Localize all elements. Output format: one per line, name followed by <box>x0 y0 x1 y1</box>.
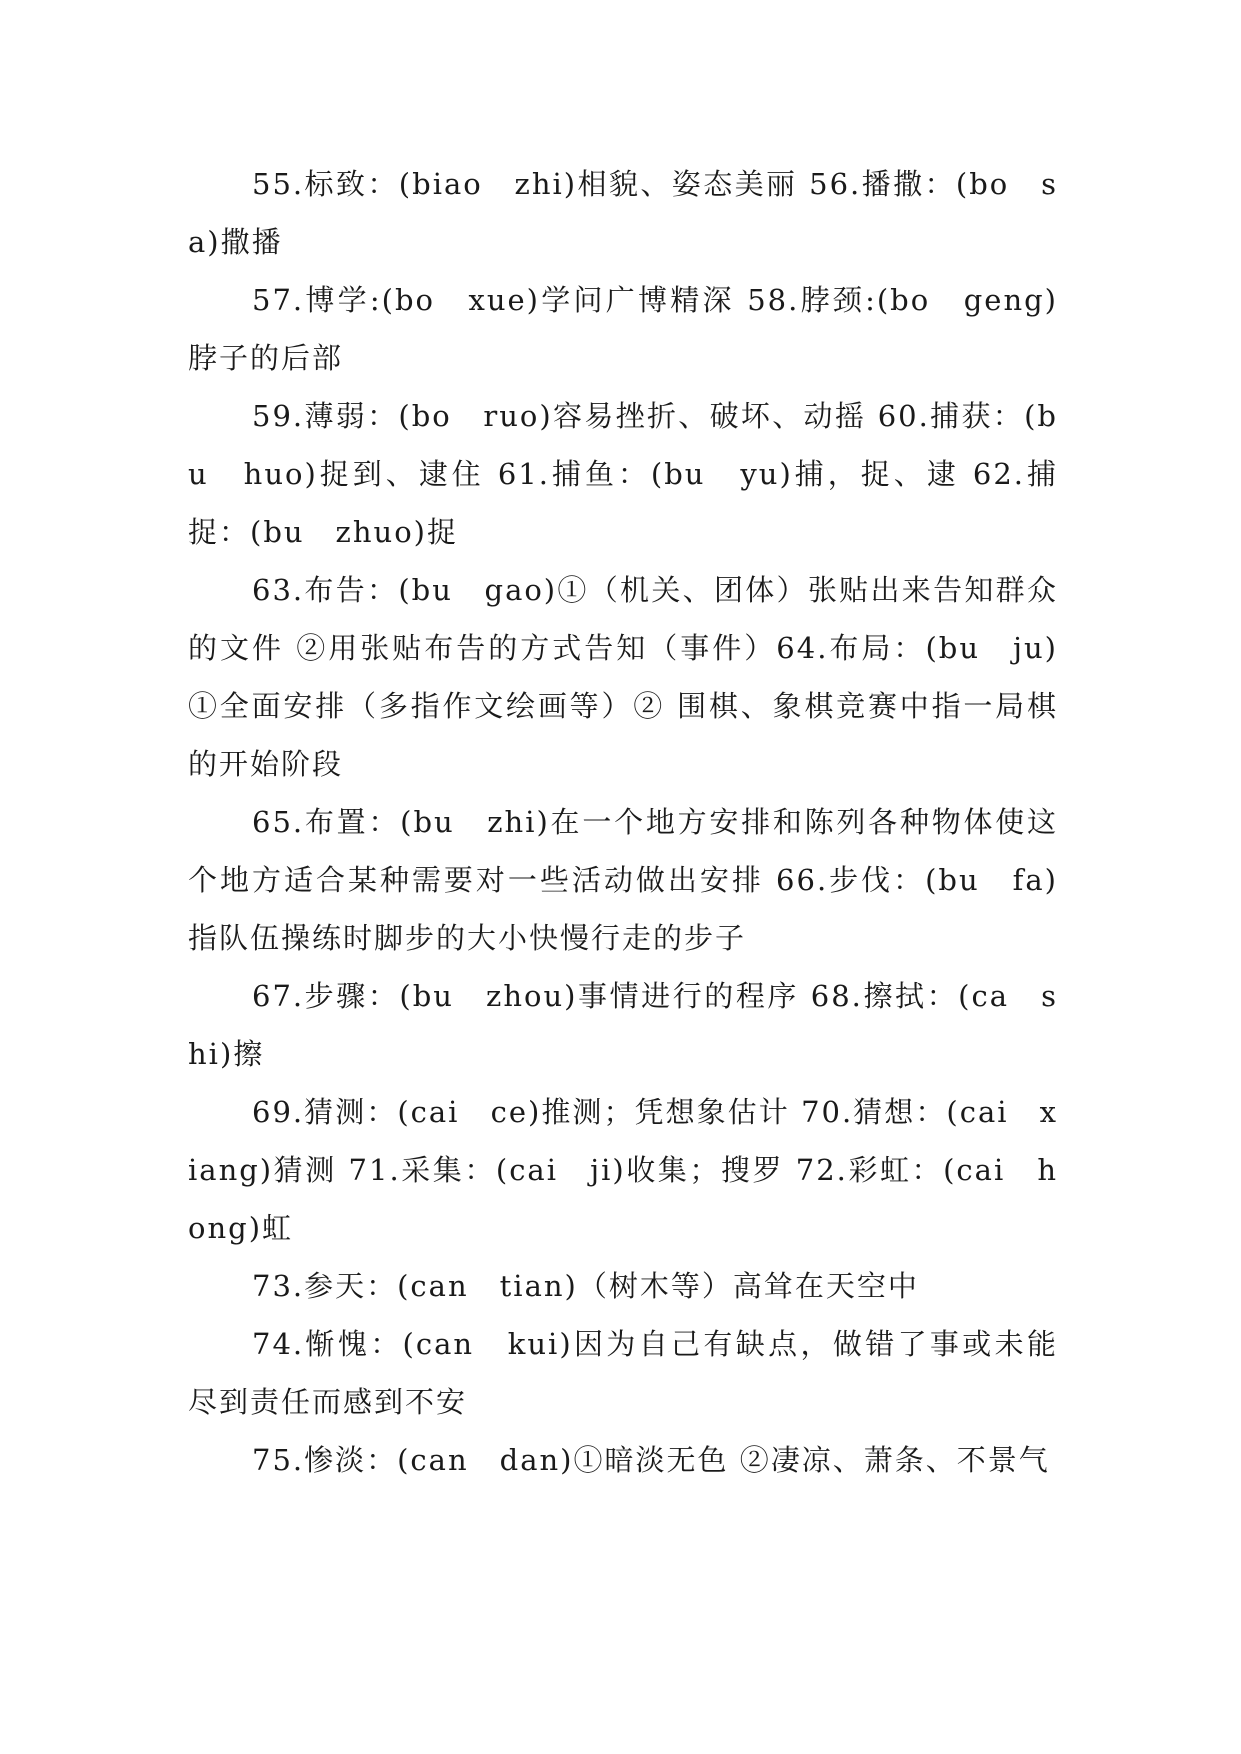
paragraph-67-68: 67.步骤：(bu zhou)事情进行的程序 68.擦拭：(ca shi)擦 <box>188 979 1058 1071</box>
paragraph-59-62: 59.薄弱：(bo ruo)容易挫折、破坏、动摇 60.捕获：(bu huo)捉到、逮住 61.捕鱼：(bu yu)捕，捉、逮 62.捕捉：(bu zhuo)捉 <box>188 399 1058 549</box>
paragraph-74: 74.惭愧：(can kui)因为自己有缺点，做错了事或未能尽到责任而感到不安 <box>188 1327 1058 1419</box>
paragraph-73: 73.参天：(can tian)（树木等）高耸在天空中 <box>252 1269 919 1303</box>
paragraph-57-58: 57.博学:(bo xue)学问广博精深 58.脖颈:(bo geng)脖子的后部 <box>188 283 1058 375</box>
paragraph-75: 75.惨淡：(can dan)①暗淡无色 ②凄凉、萧条、不景气 <box>252 1443 1050 1477</box>
paragraph-55-56: 55.标致：(biao zhi)相貌、姿态美丽 56.播撒：(bo sa)撒播 <box>188 167 1058 259</box>
paragraph-63-64: 63.布告：(bu gao)①（机关、团体）张贴出来告知群众的文件 ②用张贴布告的方式告知（事件）64.布局：(bu ju)①全面安排（多指作文绘画等）② 围棋、象棋竞赛中指一局棋的开始阶段 <box>188 573 1058 781</box>
paragraph-69-72: 69.猜测：(cai ce)推测；凭想象估计 70.猜想：(cai xiang)猜测 71.采集：(cai ji)收集；搜罗 72.彩虹：(cai hong)虹 <box>188 1095 1058 1245</box>
paragraph-65-66: 65.布置：(bu zhi)在一个地方安排和陈列各种物体使这个地方适合某种需要对一些活动做出安排 66.步伐：(bu fa)指队伍操练时脚步的大小快慢行走的步子 <box>188 805 1058 955</box>
document-body <box>188 155 1058 1489</box>
